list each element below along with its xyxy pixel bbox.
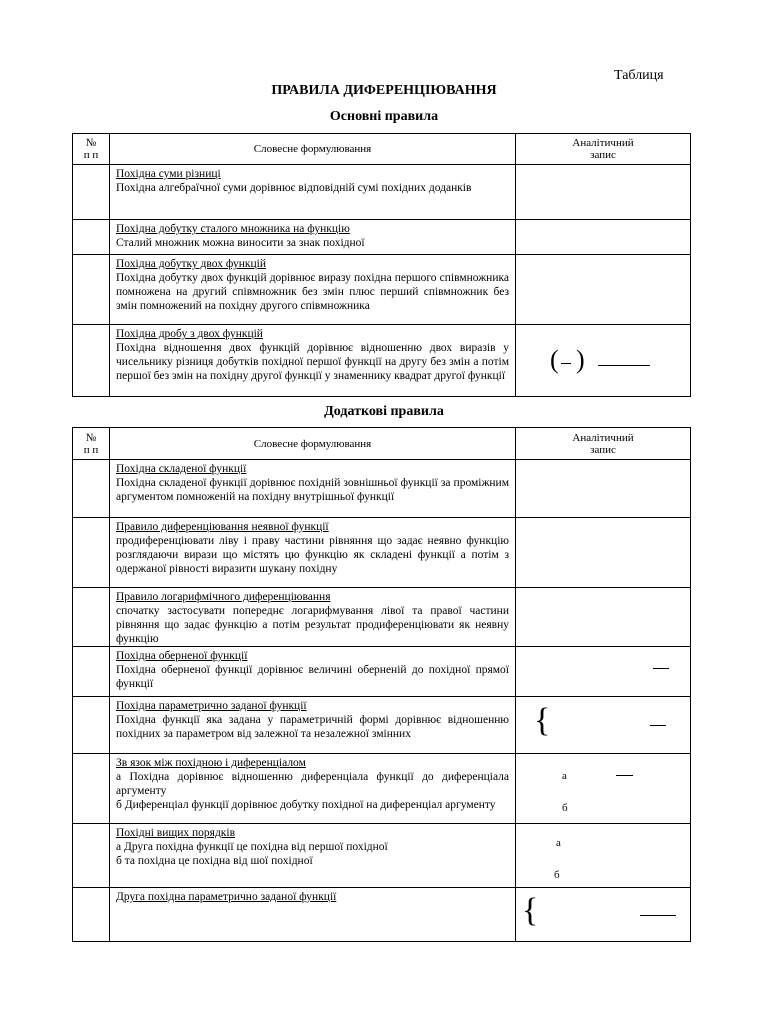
- table-row: [73, 588, 691, 647]
- rule-title: Друга похідна параметрично заданої функції: [116, 891, 337, 903]
- rule-text: Похідна добутку двох функцій дорівнює виразу похідна першого співмножника помножена на другий співмножник без змін плюс перший співмножник без змін помножений на похідну другого співмножника: [116, 272, 509, 312]
- fraction-line: [640, 915, 676, 916]
- extra-rules-table: [72, 427, 691, 942]
- rule-title: Правило логарифмічного диференціювання: [116, 591, 331, 603]
- rule-text: Похідна алгебраїчної суми дорівнює відповідній сумі похідних доданків: [116, 182, 472, 194]
- rule-title: Правило диференціювання неявної функції: [116, 521, 329, 533]
- row-number-cell: [73, 754, 110, 824]
- row-description-cell: [110, 754, 516, 824]
- row-number-cell: [73, 325, 110, 397]
- rule-title: Похідні вищих порядків: [116, 827, 236, 839]
- row-description-cell: [110, 165, 516, 220]
- analytic-cell: [516, 697, 691, 754]
- row-number-cell: [73, 220, 110, 255]
- rule-title: Похідна параметрично заданої функції: [116, 700, 307, 712]
- table-header-row: [73, 428, 691, 460]
- col-header-number: № п п: [73, 134, 110, 165]
- analytic-cell: [516, 255, 691, 325]
- row-number-cell: [73, 255, 110, 325]
- fraction-line: [598, 365, 650, 366]
- mark-a: а: [562, 770, 567, 782]
- table-row: [73, 460, 691, 518]
- col-header-description: Словесне формулювання: [110, 428, 516, 460]
- row-number-cell: [73, 697, 110, 754]
- table-header-row: [73, 134, 691, 165]
- rule-text-a: а Друга похідна функції це похідна від першої похідної: [116, 841, 388, 853]
- col-header-description: Словесне формулювання: [110, 134, 516, 165]
- basic-rules-table: [72, 133, 691, 397]
- table-row: [73, 518, 691, 588]
- fraction-line: [616, 775, 633, 776]
- analytic-cell: [516, 588, 691, 647]
- rule-title: Похідна складеної функції: [116, 463, 247, 475]
- analytic-cell: [516, 888, 691, 942]
- mark-b: б: [554, 869, 560, 881]
- row-description-cell: [110, 647, 516, 697]
- rule-text-b: б Диференціал функції дорівнює добутку похідної на диференціал аргументу: [116, 799, 496, 811]
- row-description-cell: [110, 220, 516, 255]
- row-description-cell: [110, 518, 516, 588]
- table-row: [73, 824, 691, 888]
- analytic-cell: [516, 165, 691, 220]
- rule-text: Похідна складеної функції дорівнює похідній зовнішньої функції за проміжним аргументом помноженій на похідну внутрішньої функції: [116, 477, 509, 503]
- rule-text: Сталий множник можна виносити за знак похідної: [116, 237, 365, 249]
- row-description-cell: [110, 888, 516, 942]
- rule-text: Похідна відношення двох функцій дорівнює відношенню двох виразів у чисельнику різниця добутків похідної першої функції на другу без змін а потім першої без змін на похідну другої функції у знаменнику квадрат другої функції: [116, 342, 509, 382]
- rule-text-a: а Похідна дорівнює відношенню диференціала функції до диференціала аргументу: [116, 771, 509, 797]
- analytic-cell: [516, 754, 691, 824]
- row-description-cell: [110, 325, 516, 397]
- col-header-number: № п п: [73, 428, 110, 460]
- page-title: ПРАВИЛА ДИФЕРЕНЦІЮВАННЯ: [271, 83, 497, 98]
- analytic-cell: [516, 325, 691, 397]
- left-brace-glyph: {: [534, 702, 551, 739]
- fraction-line: [653, 668, 669, 669]
- rule-text-b: б та похідна це похідна від шої похідної: [116, 855, 313, 867]
- row-number-cell: [73, 647, 110, 697]
- table-row: [73, 325, 691, 397]
- row-number-cell: [73, 588, 110, 647]
- col-header-analytic: Аналітичний запис: [516, 428, 691, 460]
- rule-text: спочатку застосувати попереднє логарифмування лівої та правої частини рівняння що задає функцію а потім результат продиференціювати як неявну функцію: [116, 605, 509, 645]
- row-description-cell: [110, 697, 516, 754]
- rule-text: продиференціювати ліву і праву частини рівняння що задає неявно функцію розглядаючи вирази що містять цю функцію як складені функції а потім з одержаної рівності виразити шукану похідну: [116, 535, 509, 575]
- table-row: [73, 888, 691, 942]
- table-row: [73, 255, 691, 325]
- rule-title: Похідна суми різниці: [116, 168, 221, 180]
- rule-title: Похідна добутку сталого множника на функцію: [116, 223, 350, 235]
- mark-b: б: [562, 802, 568, 814]
- analytic-cell: [516, 518, 691, 588]
- rule-text: Похідна оберненої функції дорівнює величині оберненій до похідної прямої функції: [116, 664, 509, 690]
- minus-mark: [561, 363, 571, 364]
- rule-text: Похідна функції яка задана у параметричній формі дорівнює відношенню похідних за параметром від залежної та незалежної змінних: [116, 714, 509, 740]
- row-number-cell: [73, 824, 110, 888]
- section-title-extra: Додаткові правила: [324, 404, 444, 419]
- analytic-cell: [516, 220, 691, 255]
- analytic-cell: [516, 460, 691, 518]
- table-row: [73, 754, 691, 824]
- row-number-cell: [73, 888, 110, 942]
- row-description-cell: [110, 460, 516, 518]
- mark-a: а: [556, 837, 561, 849]
- rule-title: Зв язок між похідною і диференціалом: [116, 757, 306, 769]
- rule-title: Похідна дробу з двох функцій: [116, 328, 263, 340]
- left-paren-glyph: (: [550, 345, 559, 374]
- row-description-cell: [110, 824, 516, 888]
- row-number-cell: [73, 518, 110, 588]
- col-header-analytic: Аналітичний запис: [516, 134, 691, 165]
- fraction-line: [650, 725, 666, 726]
- row-number-cell: [73, 165, 110, 220]
- table-row: [73, 647, 691, 697]
- rule-title: Похідна добутку двох функцій: [116, 258, 266, 270]
- left-brace-glyph: {: [522, 892, 539, 929]
- right-paren-glyph: ): [576, 345, 585, 374]
- table-row: [73, 697, 691, 754]
- table-row: [73, 220, 691, 255]
- table-label: Таблиця: [614, 68, 664, 83]
- analytic-cell: [516, 824, 691, 888]
- rule-title: Похідна оберненої функції: [116, 650, 248, 662]
- row-description-cell: [110, 588, 516, 647]
- table-row: [73, 165, 691, 220]
- row-description-cell: [110, 255, 516, 325]
- row-number-cell: [73, 460, 110, 518]
- section-title-basic: Основні правила: [329, 109, 439, 124]
- analytic-cell: [516, 647, 691, 697]
